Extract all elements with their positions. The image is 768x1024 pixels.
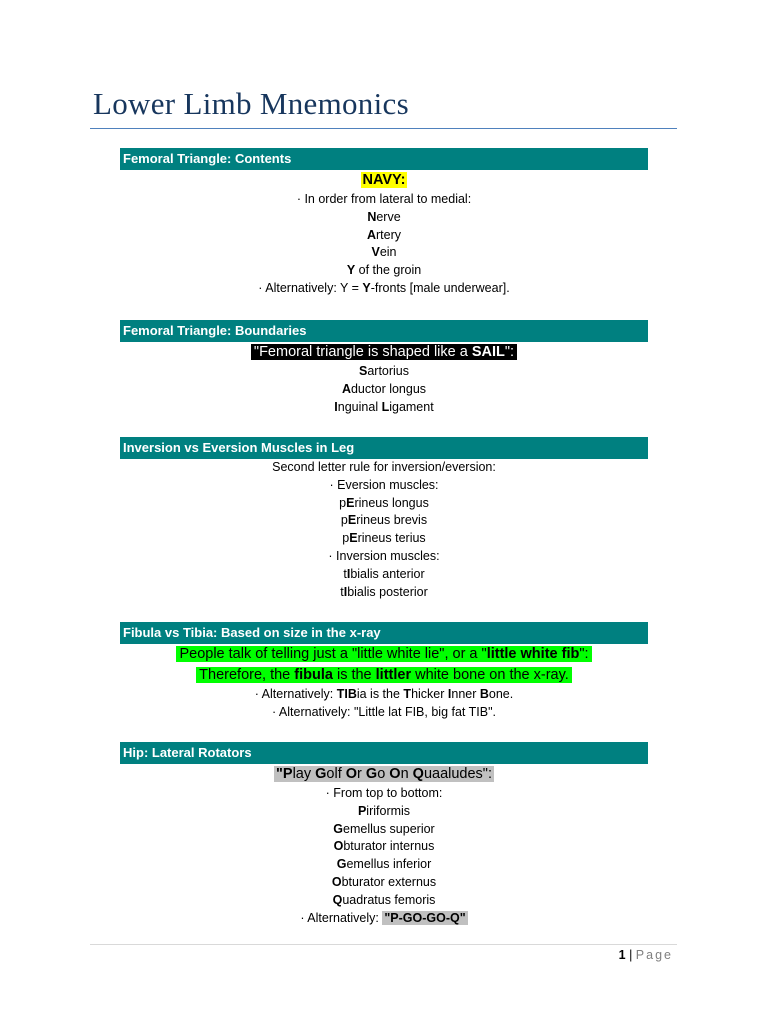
bold-segment: G — [315, 766, 327, 782]
line-text — [371, 245, 396, 259]
page-footer — [619, 948, 673, 962]
text-segment: rineus longus — [354, 495, 429, 510]
mnemonic-line — [120, 838, 648, 856]
bold-segment: P — [282, 766, 293, 782]
text-segment: Therefore, the — [199, 667, 295, 683]
bold-segment: NAVY: — [362, 172, 406, 188]
section-body — [120, 170, 648, 298]
line-text — [258, 281, 509, 295]
mnemonic-line — [120, 686, 648, 704]
text-segment: p — [340, 513, 348, 528]
text-segment: one. — [488, 687, 514, 701]
highlighted-text — [274, 766, 494, 782]
bold-segment: P — [357, 803, 367, 818]
text-segment: nguinal — [337, 399, 382, 414]
line-text — [300, 911, 467, 925]
text-segment: ia is the — [356, 687, 404, 701]
text-segment: iriformis — [366, 803, 411, 818]
mnemonic-line — [120, 244, 648, 262]
page-label: Page — [635, 948, 673, 962]
text-segment: t — [343, 566, 347, 581]
line-text — [333, 822, 434, 836]
line-text — [272, 460, 496, 474]
bold-segment: Q — [412, 766, 424, 782]
bold-segment: I — [447, 687, 452, 701]
mnemonic-line — [120, 764, 648, 785]
text-segment: p — [342, 531, 350, 546]
title-divider — [90, 128, 677, 129]
text-segment: People talk of telling just a "little white lie", or a " — [179, 646, 487, 662]
text-segment: -fronts [male underwear]. — [370, 280, 510, 295]
line-text — [358, 804, 410, 818]
bold-segment: O — [333, 839, 344, 854]
bold-segment: A — [366, 227, 377, 242]
highlighted-text — [176, 646, 591, 662]
text-segment: ductor longus — [350, 381, 427, 396]
line-text — [297, 192, 471, 206]
bold-segment: I — [343, 584, 348, 599]
mnemonic-line — [120, 170, 648, 191]
section-header: Femoral Triangle: Contents — [120, 148, 648, 170]
text-segment: ein — [379, 245, 397, 260]
bold-segment: O — [331, 874, 342, 889]
text-segment: ": — [504, 344, 515, 360]
bold-segment: SAIL — [471, 344, 505, 360]
page-title: Lower Limb Mnemonics — [93, 86, 409, 121]
bold-segment: "P-GO-GO-Q" — [384, 910, 466, 925]
section-body — [120, 644, 648, 722]
mnemonic-line — [120, 821, 648, 839]
text-segment: rineus terius — [357, 531, 426, 546]
footer-divider — [90, 944, 677, 945]
text-segment: o — [377, 766, 390, 782]
bold-segment: A — [341, 381, 351, 396]
mnemonic-line — [120, 584, 648, 602]
mnemonic-line — [120, 530, 648, 548]
mnemonic-line — [120, 227, 648, 245]
line-text — [340, 585, 428, 599]
mnemonic-line — [120, 381, 648, 399]
mnemonic-line — [120, 910, 648, 928]
section-body — [120, 459, 648, 601]
mnemonic-line — [120, 399, 648, 417]
text-segment: emellus superior — [343, 821, 435, 836]
mnemonic-line — [120, 548, 648, 566]
section-header: Inversion vs Eversion Muscles in Leg — [120, 437, 648, 459]
line-text — [367, 228, 401, 242]
bold-segment: " — [276, 766, 283, 782]
text-segment: rtery — [376, 227, 402, 242]
line-text — [347, 263, 421, 277]
mnemonic-line — [120, 892, 648, 910]
text-segment: bturator internus — [343, 839, 435, 854]
mnemonic-line — [120, 363, 648, 381]
section-femoral-contents — [120, 148, 648, 298]
text-segment: · Alternatively: — [254, 687, 337, 701]
mnemonic-line — [120, 280, 648, 298]
highlighted-text — [361, 172, 408, 188]
text-segment: bialis posterior — [347, 584, 428, 599]
text-segment: white bone on the x-ray. — [411, 667, 569, 683]
text-segment: erve — [376, 209, 401, 224]
text-segment: rineus brevis — [356, 513, 428, 528]
bold-segment: O — [389, 766, 401, 782]
text-segment: · Alternatively: "Little lat FIB, big fat TIB". — [271, 704, 496, 719]
mnemonic-line — [120, 856, 648, 874]
text-segment: r — [357, 766, 366, 782]
text-segment: uadratus femoris — [342, 892, 436, 907]
mnemonic-line — [120, 459, 648, 477]
text-segment: t — [340, 584, 344, 599]
text-segment: p — [339, 495, 347, 510]
highlighted-text — [251, 344, 517, 360]
section-body — [120, 764, 648, 927]
line-text — [329, 478, 438, 492]
text-segment: artorius — [367, 364, 410, 378]
text-segment: of the groin — [355, 263, 422, 278]
mnemonic-line — [120, 209, 648, 227]
text-segment: · Alternatively: Y = — [258, 280, 363, 295]
bold-segment: O — [345, 766, 358, 782]
section-header: Fibula vs Tibia: Based on size in the x-ray — [120, 622, 648, 644]
section-hip-lateral-rotators — [120, 742, 648, 927]
bold-segment: littler — [375, 667, 412, 683]
section-body — [120, 342, 648, 416]
bold-segment: fibula — [294, 667, 333, 683]
text-segment: igament — [389, 399, 434, 414]
line-text — [334, 400, 433, 414]
page-number: 1 — [618, 948, 626, 962]
line-text — [255, 687, 514, 701]
highlighted-text — [196, 667, 572, 683]
mnemonic-line — [120, 874, 648, 892]
text-segment: emellus inferior — [346, 857, 432, 872]
line-text — [367, 210, 400, 224]
line-text — [333, 893, 436, 907]
bold-segment: E — [347, 513, 357, 528]
line-text — [339, 496, 429, 510]
line-text — [334, 839, 435, 853]
bold-segment: E — [349, 531, 358, 546]
section-femoral-boundaries — [120, 320, 648, 416]
footer-separator: | — [629, 948, 633, 962]
line-text — [341, 513, 427, 527]
bold-segment: V — [371, 245, 380, 260]
text-segment: · In order from lateral to medial: — [296, 192, 472, 206]
bold-segment: T — [403, 687, 412, 701]
section-header: Hip: Lateral Rotators — [120, 742, 648, 764]
text-segment: "Femoral triangle is shaped like a — [253, 344, 472, 360]
text-segment: nner — [451, 687, 480, 701]
bold-segment: I — [334, 399, 338, 414]
bold-segment: Q — [332, 892, 343, 907]
mnemonic-line — [120, 262, 648, 280]
bold-segment: I — [346, 566, 351, 581]
line-text — [342, 382, 426, 396]
line-text — [272, 705, 496, 719]
line-text — [326, 786, 443, 800]
bold-segment: L — [381, 399, 390, 414]
mnemonic-line — [120, 477, 648, 495]
text-segment: lay — [292, 766, 316, 782]
line-text — [332, 875, 436, 889]
bold-segment: G — [365, 766, 378, 782]
section-header: Femoral Triangle: Boundaries — [120, 320, 648, 342]
text-segment: Second letter rule for inversion/eversion: — [272, 460, 496, 474]
mnemonic-line — [120, 495, 648, 513]
mnemonic-line — [120, 644, 648, 665]
text-segment: uaaludes": — [423, 766, 492, 782]
section-fibula-tibia — [120, 622, 648, 722]
mnemonic-line — [120, 665, 648, 686]
bold-segment: E — [346, 495, 355, 510]
text-segment: bturator externus — [341, 874, 437, 889]
mnemonic-line — [120, 342, 648, 363]
mnemonic-line — [120, 512, 648, 530]
line-text — [328, 549, 439, 563]
mnemonic-line — [120, 191, 648, 209]
bold-segment: little white fib — [486, 646, 580, 662]
bold-segment: TIB — [336, 687, 357, 701]
bold-segment: B — [479, 687, 489, 701]
text-segment: n — [400, 766, 413, 782]
line-text — [337, 857, 432, 871]
text-segment: bialis anterior — [350, 566, 425, 581]
bold-segment: N — [367, 209, 377, 224]
mnemonic-line — [120, 704, 648, 722]
section-inversion-eversion — [120, 437, 648, 601]
bold-segment: G — [333, 821, 343, 836]
mnemonic-line — [120, 566, 648, 584]
bold-segment: Y — [362, 280, 371, 295]
text-segment: · From top to bottom: — [325, 786, 443, 800]
bold-segment: Y — [346, 263, 356, 278]
mnemonic-line — [120, 803, 648, 821]
line-text — [359, 364, 409, 378]
text-segment: · Inversion muscles: — [328, 548, 440, 563]
text-segment: · Alternatively: — [300, 910, 383, 925]
text-segment: ": — [579, 646, 589, 662]
text-segment: olf — [326, 766, 346, 782]
text-segment: hicker — [411, 687, 448, 701]
bold-segment: S — [358, 364, 368, 378]
text-segment: · Eversion muscles: — [329, 477, 439, 492]
line-text — [343, 567, 424, 581]
line-text — [342, 531, 425, 545]
mnemonic-line — [120, 785, 648, 803]
text-segment: is the — [332, 667, 376, 683]
bold-segment: G — [336, 857, 347, 872]
